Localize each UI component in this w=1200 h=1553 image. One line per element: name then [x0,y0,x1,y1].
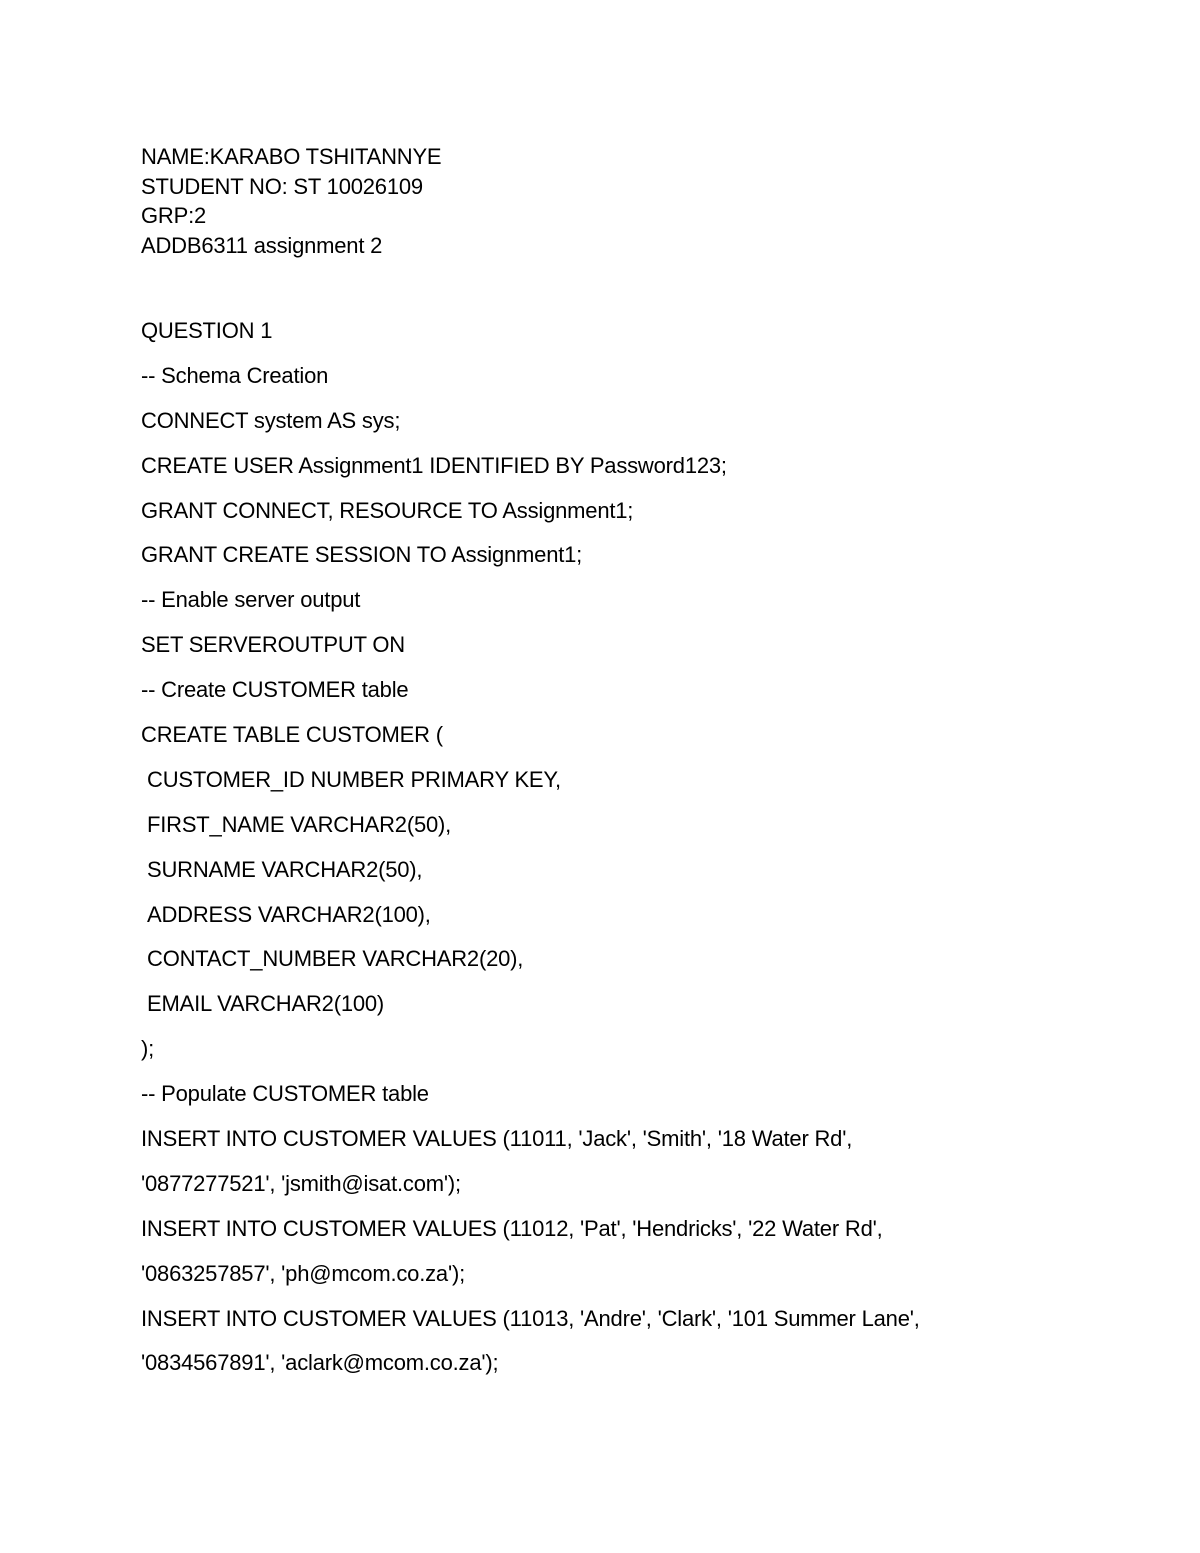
sql-line: SET SERVEROUTPUT ON [141,632,405,658]
sql-insert-line: '0877277521', 'jsmith@isat.com'); [141,1170,461,1196]
sql-comment: -- Enable server output [141,587,361,613]
question-body [141,316,920,1393]
sql-line: CREATE USER Assignment1 IDENTIFIED BY Password123; [141,452,727,478]
sql-comment: -- Create CUSTOMER table [141,677,409,703]
sql-insert-line: '0834567891', 'aclark@mcom.co.za'); [141,1350,499,1376]
sql-column-definition: EMAIL VARCHAR2(100) [147,991,385,1017]
sql-line: GRANT CONNECT, RESOURCE TO Assignment1; [141,497,634,523]
student-number: STUDENT NO: ST 10026109 [141,173,423,199]
sql-insert-line: INSERT INTO CUSTOMER VALUES (11011, 'Jack', 'Smith', '18 Water Rd', [141,1126,853,1152]
student-name: NAME:KARABO TSHITANNYE [141,144,442,169]
student-group: GRP:2 [141,203,207,229]
sql-line: GRANT CREATE SESSION TO Assignment1; [141,542,583,568]
sql-column-definition: ADDRESS VARCHAR2(100), [147,901,431,927]
sql-insert-line: INSERT INTO CUSTOMER VALUES (11013, 'Andre', 'Clark', '101 Summer Lane', [141,1305,920,1331]
student-header [141,142,441,260]
sql-column-definition: SURNAME VARCHAR2(50), [147,856,423,882]
sql-insert-line: '0863257857', 'ph@mcom.co.za'); [141,1260,466,1286]
sql-comment: -- Populate CUSTOMER table [141,1081,429,1107]
sql-line: ); [141,1036,155,1062]
sql-column-definition: FIRST_NAME VARCHAR2(50), [147,811,452,837]
sql-comment: -- Schema Creation [141,362,329,388]
sql-insert-line: INSERT INTO CUSTOMER VALUES (11012, 'Pat', 'Hendricks', '22 Water Rd', [141,1215,883,1241]
sql-column-definition: CONTACT_NUMBER VARCHAR2(20), [147,946,524,972]
question-heading: QUESTION 1 [141,318,273,343]
sql-line: CREATE TABLE CUSTOMER ( [141,722,443,748]
assignment-title: ADDB6311 assignment 2 [141,232,383,258]
sql-line: CONNECT system AS sys; [141,407,401,433]
sql-column-definition: CUSTOMER_ID NUMBER PRIMARY KEY, [147,766,561,792]
